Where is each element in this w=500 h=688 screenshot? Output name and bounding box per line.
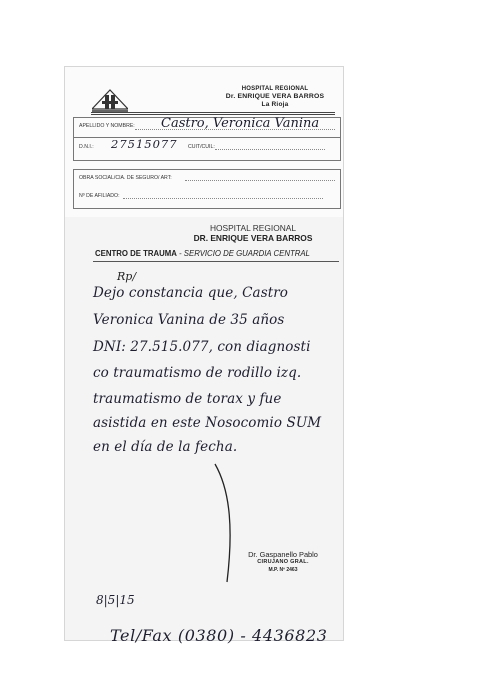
- prescription-line: Dejo constancia que, Castro: [93, 285, 289, 301]
- prescription-hospital-title: [163, 223, 343, 243]
- service-line: [95, 249, 310, 258]
- prescription-line: en el día de la fecha.: [93, 439, 238, 455]
- surname-label: APELLIDO Y NOMBRE:: [79, 123, 135, 129]
- service-underline: [93, 261, 339, 262]
- cuit-label: CUIT/CUIL:: [188, 144, 215, 150]
- member-line: [123, 198, 323, 199]
- patient-header: [65, 67, 343, 217]
- hospital-city: La Rioja: [261, 101, 289, 108]
- hospital-name: Dr. ENRIQUE VERA BARROS: [225, 93, 325, 100]
- dni-value: 27515077: [111, 137, 178, 151]
- hospital-label: HOSPITAL REGIONAL: [241, 86, 309, 92]
- doctor-title: CIRUJANO GRAL.: [257, 559, 309, 565]
- cuit-line: [215, 149, 325, 150]
- prescription-hospital-label: HOSPITAL REGIONAL: [209, 223, 297, 233]
- insurance-label: OBRA SOCIAL/CIA. DE SEGURO/ ART:: [79, 175, 172, 181]
- prescription-line: asistida en este Nosocomio SUM: [93, 415, 322, 431]
- header-divider: [91, 112, 335, 113]
- surname-value: Castro, Veronica Vanina: [161, 116, 320, 131]
- hospital-title: [205, 86, 345, 108]
- rp-mark: Rp/: [117, 270, 137, 283]
- dni-label: D.N.I.:: [79, 144, 94, 150]
- header-divider-2: [91, 114, 335, 115]
- service-name: - SERVICIO DE GUARDIA CENTRAL: [176, 249, 310, 258]
- prescription-line: traumatismo de torax y fue: [93, 391, 282, 407]
- prescription-line: co traumatismo de rodillo izq.: [93, 365, 302, 381]
- center-name: CENTRO DE TRAUMA: [95, 249, 177, 258]
- prescription-hospital-name: DR. ENRIQUE VERA BARROS: [193, 233, 313, 243]
- insurance-line: [185, 180, 335, 181]
- doctor-license: M.P. Nº 2463: [268, 567, 298, 573]
- phone-handwritten: Tel/Fax (0380) - 4436823: [110, 626, 328, 645]
- member-label: Nº DE AFILIADO:: [79, 193, 120, 199]
- hospital-logo-icon: [92, 87, 128, 113]
- prescription-sheet: [64, 66, 344, 641]
- surname-line: [135, 129, 335, 130]
- prescription-line: DNI: 27.515.077, con diagnosti: [93, 339, 311, 355]
- doctor-name: Dr. Gaspanello Pablo: [248, 550, 318, 559]
- prescription-line: Veronica Vanina de 35 años: [93, 312, 285, 328]
- date-handwritten: 8|5|15: [96, 593, 135, 607]
